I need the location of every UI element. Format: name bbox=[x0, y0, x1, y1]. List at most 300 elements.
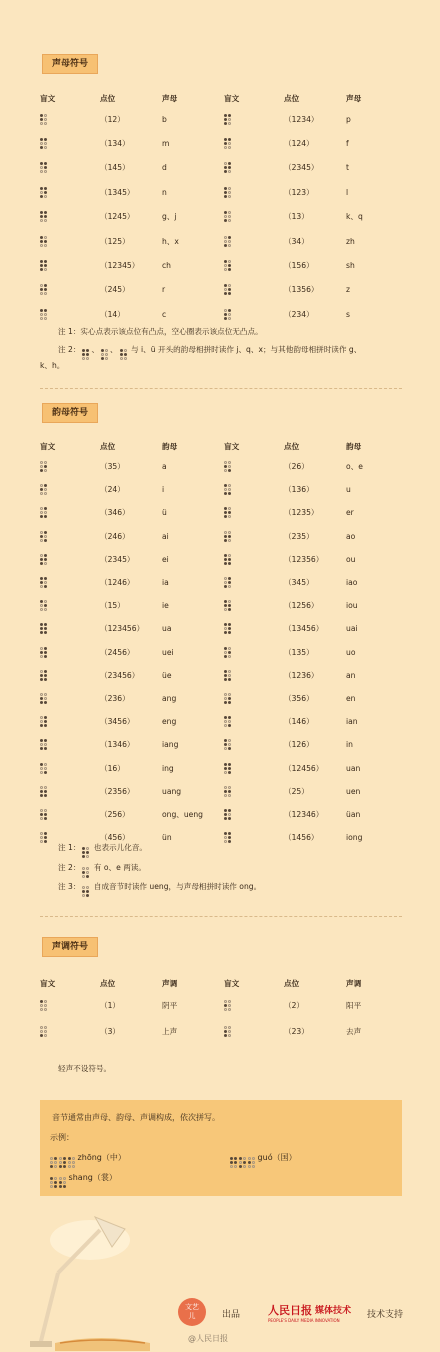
braille-dot bbox=[224, 1034, 227, 1037]
braille-cell bbox=[101, 349, 108, 360]
braille-cell bbox=[224, 236, 231, 247]
braille-dot bbox=[228, 1000, 231, 1003]
braille-dot bbox=[228, 794, 231, 797]
braille-dot bbox=[40, 585, 43, 588]
braille-cell bbox=[40, 809, 47, 820]
braille-dot bbox=[224, 317, 227, 320]
braille-dot bbox=[224, 219, 227, 222]
braille-dot bbox=[40, 484, 43, 487]
tech-support-label: 技术支持 bbox=[367, 1310, 404, 1320]
braille-dot bbox=[40, 240, 43, 243]
braille-dot bbox=[44, 1030, 47, 1033]
braille-dot bbox=[44, 146, 47, 149]
braille-dot bbox=[54, 1165, 57, 1168]
braille-dot bbox=[224, 693, 227, 696]
braille-dot bbox=[228, 623, 231, 626]
braille-cell bbox=[224, 693, 231, 704]
pinyin-value: ie bbox=[162, 601, 169, 611]
braille-glyph bbox=[224, 780, 284, 803]
finals-table bbox=[40, 437, 400, 849]
braille-dot bbox=[40, 558, 43, 561]
dot-position: （24） bbox=[100, 485, 125, 495]
braille-dot bbox=[228, 511, 231, 514]
braille-cell bbox=[224, 284, 231, 295]
braille-dot bbox=[40, 1004, 43, 1007]
braille-cell bbox=[224, 716, 231, 727]
braille-dot bbox=[228, 162, 231, 165]
pinyin-value: s bbox=[346, 309, 350, 319]
braille-dot bbox=[40, 670, 43, 673]
braille-dot bbox=[86, 867, 89, 870]
braille-cell bbox=[224, 114, 231, 125]
braille-dot bbox=[44, 836, 47, 839]
braille-dot bbox=[224, 627, 227, 630]
dot-position: （1234） bbox=[284, 114, 319, 124]
braille-dot bbox=[40, 187, 43, 190]
example-guo: guó（国） bbox=[230, 1152, 297, 1168]
braille-dot bbox=[44, 465, 47, 468]
dot-position: （123） bbox=[284, 187, 314, 197]
braille-dot bbox=[82, 867, 85, 870]
braille-dot bbox=[224, 284, 227, 287]
braille-dot bbox=[224, 288, 227, 291]
braille-dot bbox=[59, 1181, 62, 1184]
braille-dot bbox=[224, 535, 227, 538]
braille-dot bbox=[228, 317, 231, 320]
braille-dot bbox=[224, 264, 227, 267]
braille-dot bbox=[40, 600, 43, 603]
braille-glyph bbox=[224, 302, 284, 326]
braille-dot bbox=[44, 771, 47, 774]
braille-cell bbox=[224, 531, 231, 542]
table-row bbox=[40, 205, 400, 229]
braille-dot bbox=[224, 786, 227, 789]
braille-dot bbox=[224, 461, 227, 464]
braille-dot bbox=[224, 631, 227, 634]
dot-position: （12） bbox=[100, 114, 125, 124]
braille-dot bbox=[72, 1161, 75, 1164]
braille-dot bbox=[86, 890, 89, 893]
braille-dot bbox=[82, 851, 85, 854]
pinyin-value: uen bbox=[346, 786, 361, 796]
braille-dot bbox=[224, 623, 227, 626]
braille-dot bbox=[44, 670, 47, 673]
braille-dot bbox=[44, 114, 47, 117]
braille-cell bbox=[224, 554, 231, 565]
braille-dot bbox=[72, 1165, 75, 1168]
braille-dot bbox=[228, 264, 231, 267]
column-header: 韵母 bbox=[162, 441, 178, 451]
braille-glyph bbox=[40, 131, 100, 155]
column-header: 声调 bbox=[346, 978, 362, 988]
braille-dot bbox=[228, 813, 231, 816]
dot-position: （3456） bbox=[100, 717, 135, 727]
braille-cell bbox=[224, 623, 231, 634]
braille-dot bbox=[44, 195, 47, 198]
braille-dot bbox=[68, 1157, 71, 1160]
braille-cell bbox=[40, 763, 47, 774]
braille-dot bbox=[101, 353, 104, 356]
braille-glyph bbox=[40, 180, 100, 204]
column-header: 盲文 bbox=[40, 978, 56, 988]
braille-dot bbox=[228, 146, 231, 149]
table-row bbox=[40, 229, 400, 253]
braille-glyph bbox=[40, 156, 100, 180]
pinyin-value: t bbox=[346, 163, 349, 173]
braille-glyph bbox=[40, 478, 100, 501]
dot-position: （2345） bbox=[284, 163, 319, 173]
braille-dot bbox=[228, 118, 231, 121]
braille-dot bbox=[228, 215, 231, 218]
braille-dot bbox=[44, 558, 47, 561]
braille-cell bbox=[224, 739, 231, 750]
braille-dot bbox=[224, 1000, 227, 1003]
braille-dot bbox=[228, 114, 231, 117]
braille-cell bbox=[40, 284, 47, 295]
wenyier-logo: 文艺 儿 bbox=[178, 1298, 206, 1326]
braille-dot bbox=[228, 763, 231, 766]
braille-dot bbox=[40, 465, 43, 468]
braille-dot bbox=[120, 349, 123, 352]
braille-cell bbox=[230, 1157, 237, 1168]
braille-cell bbox=[40, 531, 47, 542]
dot-position: （236） bbox=[100, 693, 130, 703]
braille-glyph bbox=[224, 205, 284, 229]
dot-position: （23） bbox=[284, 1026, 309, 1036]
pinyin-value: ai bbox=[162, 531, 169, 541]
pinyin-value: iang bbox=[162, 740, 179, 750]
braille-dot bbox=[40, 170, 43, 173]
dot-position: （234） bbox=[284, 309, 314, 319]
braille-cell bbox=[59, 1157, 66, 1168]
peoples-daily-logo: 人民日报 bbox=[268, 1304, 312, 1317]
braille-dot bbox=[228, 1004, 231, 1007]
braille-dot bbox=[228, 577, 231, 580]
braille-dot bbox=[224, 268, 227, 271]
braille-dot bbox=[224, 211, 227, 214]
tones-section-title: 声调符号 bbox=[42, 937, 98, 957]
braille-dot bbox=[40, 461, 43, 464]
braille-dot bbox=[228, 260, 231, 263]
media-tech-logo: 媒体技术 bbox=[315, 1306, 352, 1316]
braille-dot bbox=[224, 484, 227, 487]
braille-dot bbox=[44, 539, 47, 542]
braille-glyph bbox=[224, 501, 284, 524]
braille-glyph bbox=[40, 548, 100, 571]
braille-dot bbox=[234, 1165, 237, 1168]
braille-dot bbox=[40, 809, 43, 812]
table-row bbox=[40, 617, 400, 640]
braille-cell bbox=[224, 786, 231, 797]
braille-dot bbox=[228, 1008, 231, 1011]
braille-dot bbox=[228, 651, 231, 654]
initials-note-1: 注 1：实心点表示该点位有凸点，空心圈表示该点位无凸点。 bbox=[58, 327, 263, 336]
braille-dot bbox=[40, 211, 43, 214]
braille-cell bbox=[224, 1000, 231, 1011]
braille-dot bbox=[224, 309, 227, 312]
braille-dot bbox=[44, 268, 47, 271]
braille-dot bbox=[40, 122, 43, 125]
braille-dot bbox=[40, 627, 43, 630]
divider bbox=[40, 916, 402, 917]
column-header: 点位 bbox=[284, 978, 300, 988]
braille-glyph bbox=[224, 756, 284, 779]
braille-dot bbox=[44, 562, 47, 565]
dot-position: （12356） bbox=[284, 554, 324, 564]
braille-dot bbox=[44, 743, 47, 746]
braille-dot bbox=[224, 809, 227, 812]
dot-position: （456） bbox=[100, 833, 130, 843]
braille-dot bbox=[40, 264, 43, 267]
braille-dot bbox=[224, 604, 227, 607]
braille-dot bbox=[224, 313, 227, 316]
pinyin-value: zh bbox=[346, 236, 355, 246]
pinyin-value: uan bbox=[346, 763, 361, 773]
pinyin-value: o、e bbox=[346, 462, 363, 472]
braille-cell bbox=[224, 647, 231, 658]
braille-dot bbox=[248, 1157, 251, 1160]
braille-dot bbox=[44, 492, 47, 495]
dot-position: （1256） bbox=[284, 601, 319, 611]
braille-cell bbox=[224, 577, 231, 588]
braille-dot bbox=[54, 1177, 57, 1180]
braille-dot bbox=[40, 166, 43, 169]
pinyin-value: b bbox=[162, 114, 167, 124]
braille-dot bbox=[228, 600, 231, 603]
braille-dot bbox=[44, 488, 47, 491]
braille-glyph bbox=[40, 687, 100, 710]
braille-dot bbox=[228, 138, 231, 141]
table-row bbox=[40, 687, 400, 710]
divider bbox=[40, 388, 402, 389]
braille-glyph bbox=[40, 107, 100, 131]
braille-cell bbox=[40, 138, 47, 149]
braille-glyph bbox=[224, 733, 284, 756]
braille-glyph bbox=[40, 992, 100, 1018]
braille-dot bbox=[224, 1030, 227, 1033]
pinyin-value: uai bbox=[346, 624, 358, 634]
tones-note: 轻声不设符号。 bbox=[58, 1064, 112, 1073]
braille-dot bbox=[230, 1165, 233, 1168]
braille-dot bbox=[228, 539, 231, 542]
pinyin-value: en bbox=[346, 693, 356, 703]
example-zhong: zhōng（中） bbox=[50, 1152, 126, 1168]
braille-dot bbox=[40, 531, 43, 534]
braille-cell bbox=[224, 507, 231, 518]
dot-position: （12346） bbox=[284, 809, 324, 819]
braille-dot bbox=[44, 790, 47, 793]
column-header: 点位 bbox=[100, 441, 116, 451]
braille-dot bbox=[224, 507, 227, 510]
braille-dot bbox=[44, 674, 47, 677]
braille-dot bbox=[228, 767, 231, 770]
braille-dot bbox=[44, 166, 47, 169]
braille-dot bbox=[124, 353, 127, 356]
table-row bbox=[40, 253, 400, 277]
braille-dot bbox=[228, 554, 231, 557]
braille-glyph bbox=[40, 710, 100, 733]
example-shang: shang（裳） bbox=[50, 1172, 117, 1188]
braille-dot bbox=[40, 469, 43, 472]
braille-dot bbox=[44, 244, 47, 247]
braille-dot bbox=[68, 1161, 71, 1164]
braille-dot bbox=[44, 739, 47, 742]
braille-dot bbox=[224, 118, 227, 121]
braille-dot bbox=[40, 317, 43, 320]
braille-dot bbox=[228, 771, 231, 774]
braille-dot bbox=[40, 507, 43, 510]
column-header: 盲文 bbox=[40, 93, 56, 103]
braille-dot bbox=[239, 1165, 242, 1168]
pinyin-value: 阳平 bbox=[346, 1000, 362, 1010]
pinyin-value: an bbox=[346, 670, 356, 680]
braille-cell bbox=[224, 187, 231, 198]
braille-glyph bbox=[40, 617, 100, 640]
braille-dot bbox=[44, 507, 47, 510]
braille-dot bbox=[44, 600, 47, 603]
column-header: 声母 bbox=[346, 93, 362, 103]
braille-dot bbox=[44, 1000, 47, 1003]
braille-dot bbox=[82, 890, 85, 893]
pinyin-value: üan bbox=[346, 809, 361, 819]
braille-glyph bbox=[40, 205, 100, 229]
braille-dot bbox=[63, 1177, 66, 1180]
braille-dot bbox=[228, 236, 231, 239]
braille-dot bbox=[44, 484, 47, 487]
braille-dot bbox=[228, 786, 231, 789]
pinyin-value: n bbox=[162, 187, 167, 197]
braille-dot bbox=[40, 215, 43, 218]
braille-cell bbox=[50, 1177, 66, 1188]
braille-dot bbox=[44, 138, 47, 141]
column-header: 盲文 bbox=[224, 93, 240, 103]
braille-dot bbox=[224, 720, 227, 723]
braille-dot bbox=[228, 608, 231, 611]
braille-glyph bbox=[224, 594, 284, 617]
dot-position: （123456） bbox=[100, 624, 145, 634]
braille-dot bbox=[44, 1034, 47, 1037]
braille-dot bbox=[44, 170, 47, 173]
braille-dot bbox=[239, 1157, 242, 1160]
braille-glyph bbox=[40, 780, 100, 803]
braille-dot bbox=[228, 697, 231, 700]
braille-dot bbox=[228, 284, 231, 287]
braille-dot bbox=[40, 786, 43, 789]
braille-cell bbox=[59, 1177, 66, 1188]
braille-cell bbox=[40, 1026, 47, 1037]
braille-glyph bbox=[224, 1018, 284, 1044]
braille-dot bbox=[44, 309, 47, 312]
dot-position: （1235） bbox=[284, 508, 319, 518]
table-row bbox=[40, 641, 400, 664]
pinyin-value: iao bbox=[346, 578, 358, 588]
braille-dot bbox=[228, 693, 231, 696]
braille-dot bbox=[44, 292, 47, 295]
column-header: 盲文 bbox=[40, 441, 56, 451]
braille-dot bbox=[40, 288, 43, 291]
braille-dot bbox=[40, 716, 43, 719]
braille-dot bbox=[224, 260, 227, 263]
braille-dot bbox=[252, 1161, 255, 1164]
braille-cell bbox=[224, 763, 231, 774]
braille-dot bbox=[82, 353, 85, 356]
braille-dot bbox=[224, 697, 227, 700]
braille-dot bbox=[252, 1165, 255, 1168]
braille-glyph bbox=[40, 302, 100, 326]
braille-dot bbox=[54, 1157, 57, 1160]
braille-dot bbox=[40, 701, 43, 704]
braille-dot bbox=[44, 697, 47, 700]
braille-dot bbox=[44, 264, 47, 267]
pinyin-value: f bbox=[346, 139, 349, 149]
braille-glyph bbox=[40, 501, 100, 524]
braille-dot bbox=[228, 670, 231, 673]
braille-dot bbox=[44, 288, 47, 291]
table-row bbox=[40, 733, 400, 756]
braille-dot bbox=[224, 170, 227, 173]
braille-dot bbox=[44, 631, 47, 634]
column-header: 点位 bbox=[284, 93, 300, 103]
braille-dot bbox=[40, 309, 43, 312]
braille-dot bbox=[44, 554, 47, 557]
pinyin-value: r bbox=[162, 285, 166, 295]
braille-dot bbox=[40, 515, 43, 518]
dot-position: （1345） bbox=[100, 187, 135, 197]
table-row bbox=[40, 780, 400, 803]
braille-cell bbox=[120, 349, 127, 360]
braille-dot bbox=[50, 1177, 53, 1180]
initials-note-2-cont: k、h。 bbox=[40, 361, 65, 370]
dot-position: （245） bbox=[100, 285, 130, 295]
braille-dot bbox=[54, 1161, 57, 1164]
braille-dot bbox=[228, 627, 231, 630]
pinyin-value: eng bbox=[162, 717, 177, 727]
example-label: 示例： bbox=[50, 1133, 74, 1142]
braille-glyph bbox=[40, 253, 100, 277]
braille-dot bbox=[228, 724, 231, 727]
braille-dot bbox=[40, 535, 43, 538]
pinyin-value: ei bbox=[162, 554, 169, 564]
braille-glyph bbox=[40, 641, 100, 664]
braille-dot bbox=[44, 604, 47, 607]
braille-dot bbox=[224, 122, 227, 125]
dot-position: （12345） bbox=[100, 261, 140, 271]
braille-dot bbox=[224, 558, 227, 561]
braille-dot bbox=[82, 875, 85, 878]
braille-cell bbox=[224, 809, 231, 820]
braille-dot bbox=[40, 674, 43, 677]
braille-dot bbox=[228, 809, 231, 812]
finals-note-3: 注 3： 自成音节时读作 ueng，与声母相拼时读作 ong。 bbox=[58, 881, 398, 897]
dot-position: （126） bbox=[284, 740, 314, 750]
braille-cell bbox=[40, 554, 47, 565]
braille-dot bbox=[224, 1008, 227, 1011]
braille-dot bbox=[224, 554, 227, 557]
dot-position: （145） bbox=[100, 163, 130, 173]
braille-dot bbox=[234, 1161, 237, 1164]
dot-position: （3） bbox=[100, 1026, 121, 1036]
braille-dot bbox=[40, 492, 43, 495]
table-row bbox=[40, 302, 400, 326]
dot-position: （246） bbox=[100, 531, 130, 541]
dot-position: （15） bbox=[100, 601, 125, 611]
braille-dot bbox=[224, 600, 227, 603]
pinyin-value: ü bbox=[162, 508, 167, 518]
braille-glyph bbox=[40, 278, 100, 302]
column-header: 盲文 bbox=[224, 978, 240, 988]
pinyin-value: uei bbox=[162, 647, 174, 657]
braille-glyph bbox=[224, 617, 284, 640]
